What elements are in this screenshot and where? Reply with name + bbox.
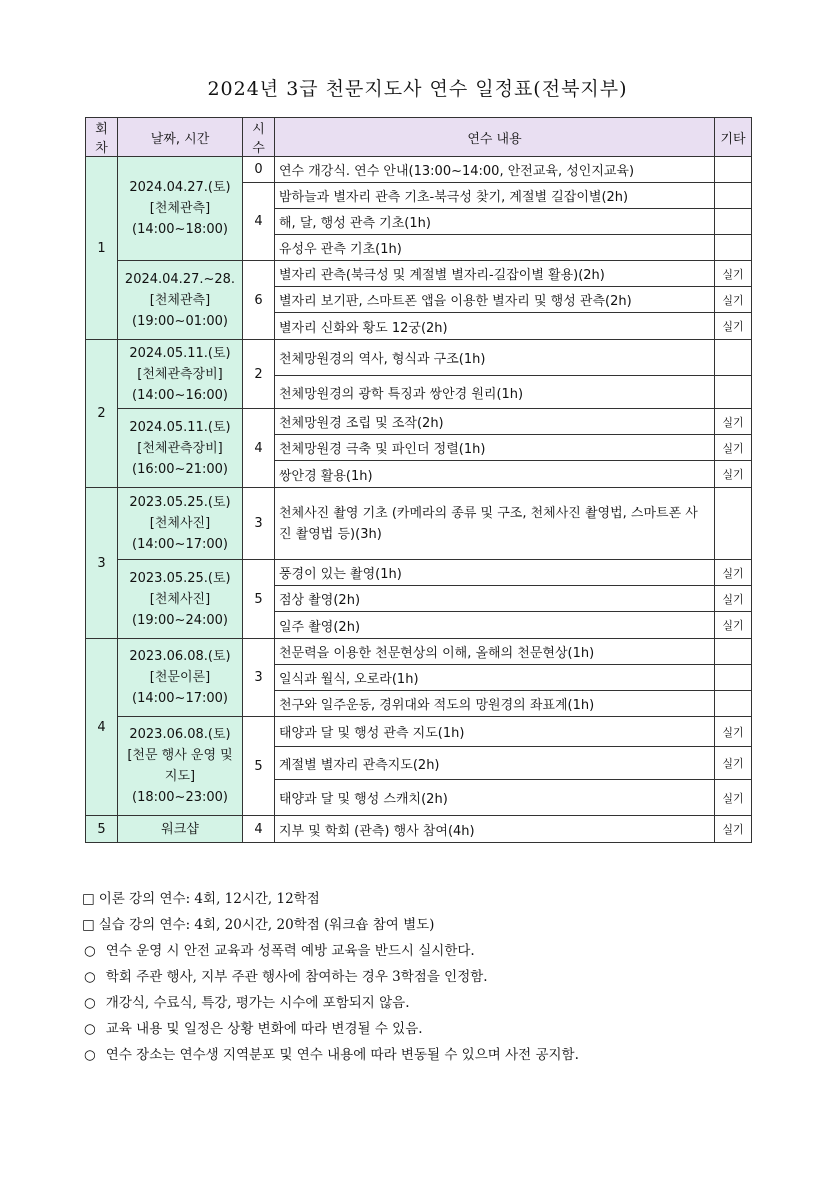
etc-cell — [715, 691, 752, 717]
etc-cell — [715, 376, 752, 409]
square-bullet-icon: □ — [82, 891, 95, 907]
session-hours: 4 — [243, 183, 275, 261]
table-row — [86, 639, 752, 665]
session-hours: 5 — [243, 717, 275, 816]
session-date-cell — [118, 157, 243, 261]
header-date: 날짜, 시간 — [118, 118, 243, 157]
note-text: 연수 장소는 연수생 지역분포 및 연수 내용에 따라 변동될 수 있으며 사전 공지함. — [105, 1047, 579, 1063]
session-time: (14:00~18:00) — [132, 222, 228, 237]
content-item: 천체망원경 극축 및 파인더 정렬(1h) — [275, 435, 715, 461]
session-date: 2023.05.25.(토) — [129, 570, 231, 586]
session-date: 2024.05.11.(토) — [129, 419, 231, 435]
content-item: 점상 촬영(2h) — [275, 586, 715, 612]
round-number: 3 — [86, 488, 118, 639]
session-date-cell — [118, 717, 243, 816]
content-item: 밤하늘과 별자리 관측 기초-북극성 찾기, 계절별 길잡이별(2h) — [275, 183, 715, 209]
content-item: 천문력을 이용한 천문현상의 이해, 올해의 천문현상(1h) — [275, 639, 715, 665]
session-hours: 0 — [243, 157, 275, 183]
practice-label: 실기 — [715, 612, 752, 639]
practice-label: 실기 — [715, 586, 752, 612]
etc-cell — [715, 665, 752, 691]
note-text: 교육 내용 및 일정은 상황 변화에 따라 변경될 수 있음. — [105, 1021, 423, 1037]
note-text: 실습 강의 연수: 4회, 20시간, 20학점 (워크숍 참여 별도) — [98, 917, 435, 933]
etc-cell — [715, 235, 752, 261]
session-date-cell — [118, 560, 243, 639]
practice-label: 실기 — [715, 461, 752, 488]
practice-label: 실기 — [715, 747, 752, 780]
practice-label: 실기 — [715, 560, 752, 586]
content-item: 천구와 일주운동, 경위대와 적도의 망원경의 좌표계(1h) — [275, 691, 715, 717]
table-header-row — [86, 118, 752, 157]
session-place: [천문 행사 운영 및 지도] — [127, 748, 233, 784]
session-date: 2023.06.08.(토) — [129, 727, 231, 742]
note-text: 개강식, 수료식, 특강, 평가는 시수에 포함되지 않음. — [105, 995, 410, 1011]
content-item: 풍경이 있는 촬영(1h) — [275, 560, 715, 586]
table-row — [86, 409, 752, 435]
content-item: 별자리 신화와 황도 12궁(2h) — [275, 313, 715, 340]
session-date-cell — [118, 261, 243, 340]
header-content: 연수 내용 — [275, 118, 715, 157]
table-row — [86, 488, 752, 560]
practice-label: 실기 — [715, 287, 752, 313]
session-time: (14:00~16:00) — [132, 387, 228, 403]
content-item: 별자리 관측(북극성 및 계절별 별자리-길잡이별 활용)(2h) — [275, 261, 715, 287]
note-circle-item — [82, 1016, 782, 1042]
circle-bullet-icon: ○ — [84, 1021, 96, 1037]
content-item: 태양과 달 및 행성 스캐치(2h) — [275, 780, 715, 816]
content-item: 계절별 별자리 관측지도(2h) — [275, 747, 715, 780]
session-place: [천체관측장비] — [137, 440, 223, 456]
round-number: 2 — [86, 340, 118, 488]
etc-cell — [715, 488, 752, 560]
session-place: [천체관측] — [149, 292, 211, 308]
session-time: (19:00~24:00) — [132, 612, 228, 628]
notes-section — [82, 886, 782, 1068]
note-text: 학회 주관 행사, 지부 주관 행사에 참여하는 경우 3학점을 인정함. — [105, 969, 488, 985]
session-date: 워크샵 — [118, 816, 243, 843]
note-text: 이론 강의 연수: 4회, 12시간, 12학점 — [98, 891, 320, 907]
note-circle-item — [82, 1042, 782, 1068]
header-round: 회차 — [86, 118, 118, 157]
session-time: (14:00~17:00) — [132, 537, 228, 552]
round-number: 5 — [86, 816, 118, 843]
content-item: 쌍안경 활용(1h) — [275, 461, 715, 488]
content-item: 태양과 달 및 행성 관측 지도(1h) — [275, 717, 715, 747]
round-number: 4 — [86, 639, 118, 816]
note-square-item — [82, 912, 782, 938]
session-date: 2024.04.27.~28. — [124, 271, 236, 287]
note-circle-item — [82, 938, 782, 964]
schedule-table — [85, 117, 752, 843]
table-row — [86, 157, 752, 183]
content-item: 일주 촬영(2h) — [275, 612, 715, 639]
page-title: 2024년 3급 천문지도사 연수 일정표(전북지부) — [207, 78, 628, 100]
session-hours: 6 — [243, 261, 275, 340]
session-place: [천체사진] — [149, 591, 211, 607]
session-date: 2023.06.08.(토) — [129, 649, 231, 664]
circle-bullet-icon: ○ — [84, 995, 96, 1011]
session-date-cell — [118, 488, 243, 560]
session-place: [천문이론] — [149, 670, 211, 685]
session-place: [천체관측] — [149, 201, 211, 216]
content-item: 천체망원경의 광학 특징과 쌍안경 원리(1h) — [275, 376, 715, 409]
note-circle-item — [82, 990, 782, 1016]
session-hours: 4 — [243, 816, 275, 843]
session-hours: 4 — [243, 409, 275, 488]
session-date-cell — [118, 340, 243, 409]
table-row — [86, 717, 752, 747]
session-time: (18:00~23:00) — [132, 790, 228, 805]
session-hours: 5 — [243, 560, 275, 639]
etc-cell — [715, 639, 752, 665]
session-hours: 3 — [243, 639, 275, 717]
table-row — [86, 560, 752, 586]
session-time: (19:00~01:00) — [132, 313, 228, 329]
practice-label: 실기 — [715, 717, 752, 747]
etc-cell — [715, 340, 752, 376]
session-date: 2023.05.25.(토) — [129, 495, 231, 510]
round-number: 1 — [86, 157, 118, 340]
note-text: 연수 운영 시 안전 교육과 성폭력 예방 교육을 반드시 실시한다. — [105, 943, 475, 959]
practice-label: 실기 — [715, 313, 752, 340]
square-bullet-icon: □ — [82, 917, 95, 933]
session-time: (16:00~21:00) — [132, 461, 228, 477]
content-item: 연수 개강식. 연수 안내(13:00~14:00, 안전교육, 성인지교육) — [275, 157, 715, 183]
session-date-cell — [118, 409, 243, 488]
session-place: [천체관측장비] — [137, 366, 223, 382]
session-place: [천체사진] — [149, 516, 211, 531]
practice-label: 실기 — [715, 435, 752, 461]
table-row — [86, 340, 752, 376]
etc-cell — [715, 209, 752, 235]
practice-label: 실기 — [715, 816, 752, 843]
content-item: 별자리 보기판, 스마트폰 앱을 이용한 별자리 및 행성 관측(2h) — [275, 287, 715, 313]
content-item: 지부 및 학회 (관측) 행사 참여(4h) — [275, 816, 715, 843]
session-date: 2024.05.11.(토) — [129, 345, 231, 361]
content-item: 유성우 관측 기초(1h) — [275, 235, 715, 261]
content-item: 해, 달, 행성 관측 기초(1h) — [275, 209, 715, 235]
content-item: 천체망원경 조립 및 조작(2h) — [275, 409, 715, 435]
etc-cell — [715, 157, 752, 183]
note-square-item — [82, 886, 782, 912]
note-circle-item — [82, 964, 782, 990]
circle-bullet-icon: ○ — [84, 1047, 96, 1063]
header-etc: 기타 — [715, 118, 752, 157]
session-hours: 3 — [243, 488, 275, 560]
session-date-cell — [118, 639, 243, 717]
practice-label: 실기 — [715, 409, 752, 435]
practice-label: 실기 — [715, 261, 752, 287]
circle-bullet-icon: ○ — [84, 943, 96, 959]
practice-label: 실기 — [715, 780, 752, 816]
content-item: 일식과 월식, 오로라(1h) — [275, 665, 715, 691]
content-item: 천체망원경의 역사, 형식과 구조(1h) — [275, 340, 715, 376]
session-time: (14:00~17:00) — [132, 691, 228, 706]
content-item: 천체사진 촬영 기초 (카메라의 종류 및 구조, 천체사진 촬영법, 스마트폰 사진 촬영법 등)(3h) — [275, 488, 715, 560]
circle-bullet-icon: ○ — [84, 969, 96, 985]
session-hours: 2 — [243, 340, 275, 409]
header-hours: 시수 — [243, 118, 275, 157]
etc-cell — [715, 183, 752, 209]
table-row — [86, 261, 752, 287]
table-row — [86, 816, 752, 843]
session-date: 2024.04.27.(토) — [129, 180, 231, 195]
